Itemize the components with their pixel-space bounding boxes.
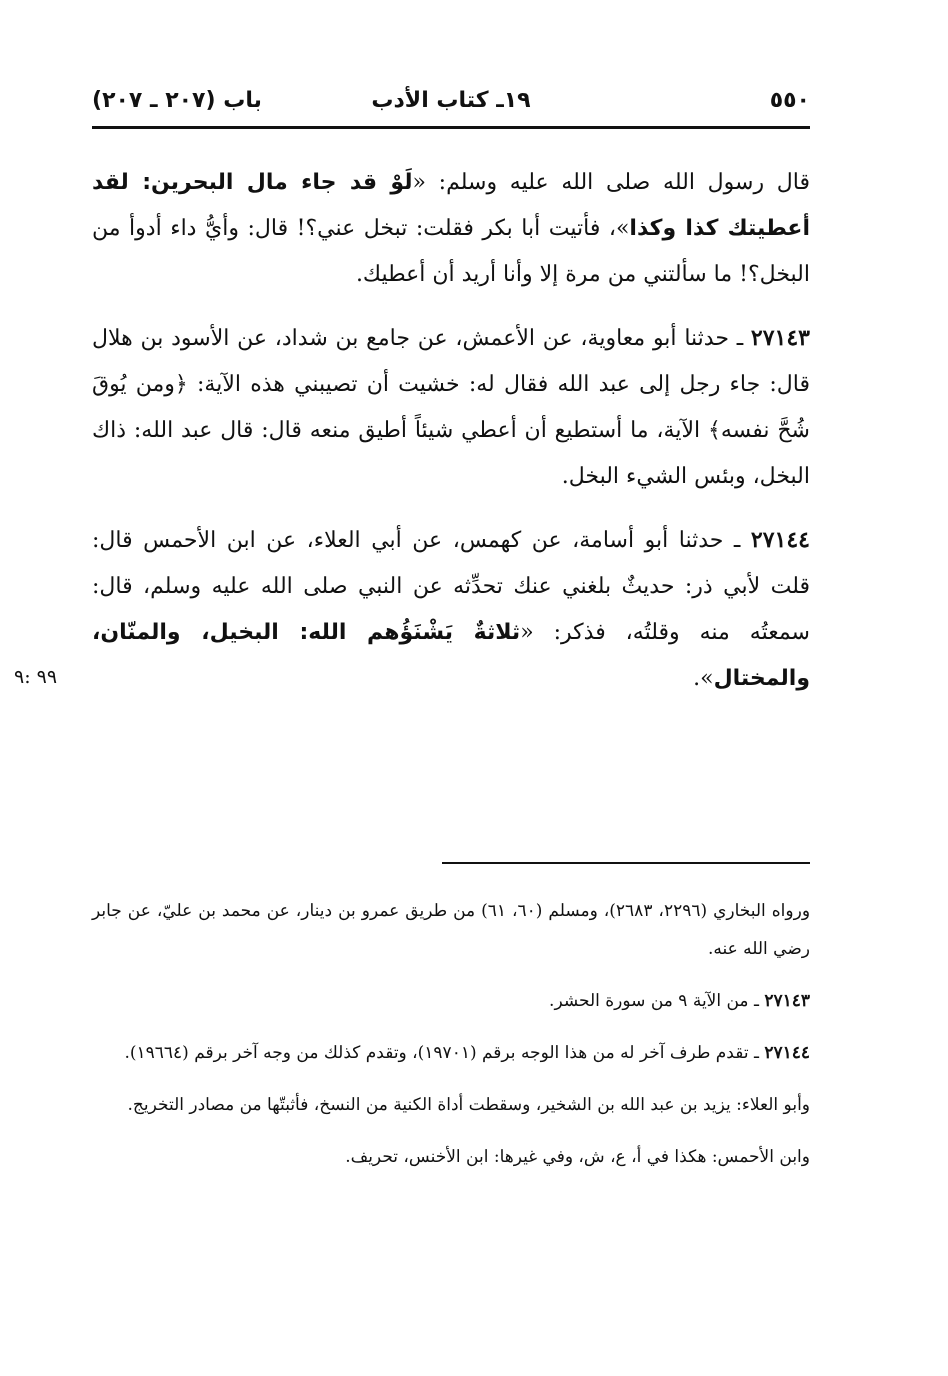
margin-reference: ٩٩ :٩ (14, 666, 58, 688)
paragraph-hadith-continuation (92, 160, 810, 298)
footnote (92, 1034, 810, 1072)
paragraph-rest: »، فأتيت أبا بكر فقلت: تبخل عني؟! قال: وأيُّ داء أدوأ من البخل؟! ما سألتني من مرة إلا وأنا أريد أن أعطيك. (92, 216, 810, 287)
paragraph-hadith-27144 (92, 517, 810, 702)
footnote-text: وأبو العلاء: يزيد بن عبد الله بن الشخير، وسقطت أداة الكنية من النسخ، فأثبتّها من مصادر التخريج. (127, 1095, 810, 1115)
footnote-text: ـ من الآية ٩ من سورة الحشر. (549, 991, 765, 1011)
hadith-number: ٢٧١٤٣ (750, 325, 810, 351)
hadith-text: ـ حدثنا أبو معاوية، عن الأعمش، عن جامع بن شداد، عن الأسود بن هلال قال: جاء رجل إلى عبد الله فقال له: خشيت أن تصيبني هذه الآية: ﴿ومن يُوقَ شُحَّ نفسه﴾ الآية، ما أستطيع أن أعطي شيئاً أطيق منعه قال: قال عبد الله: ذاك البخل، وبئس الشيء البخل. (92, 326, 810, 489)
paragraph-intro: قال رسول الله صلى الله عليه وسلم: « (412, 170, 811, 195)
prophetic-quote: لَوْ قد جاء مال البحرين: لقد أعطيتك كذا وكذا (92, 170, 811, 241)
footnote-text: ورواه البخاري (٢٢٩٦، ٢٦٨٣)، ومسلم (٦٠، ٦١) من طريق عمرو بن دينار، عن محمد بن عليّ، عن جابر رضي الله عنه. (92, 901, 811, 959)
book-title: ١٩ـ كتاب الأدب (371, 88, 531, 113)
page-header (92, 84, 810, 120)
quote-end: ». (693, 666, 714, 691)
header-rule (92, 126, 810, 129)
paragraph-hadith-27143 (92, 315, 810, 500)
footnote-number: ٢٧١٤٤ (764, 1043, 810, 1063)
chapter-range: باب (٢٠٧ ـ ٢٠٧) (92, 88, 262, 113)
page-number: ٥٥٠ (769, 88, 810, 113)
footnote (92, 892, 810, 968)
main-text (92, 160, 810, 702)
footnote-number: ٢٧١٤٣ (764, 991, 810, 1011)
hadith-text: ـ حدثنا أبو أسامة، عن كهمس، عن أبي العلاء، عن ابن الأحمس قال: قلت لأبي ذر: حديثٌ بلغني عنك تحدِّثه عن النبي صلى الله عليه وسلم، قال: سمعتُه منه وقلتُه، فذكر: « (92, 528, 810, 645)
footnotes (92, 892, 810, 1176)
hadith-number: ٢٧١٤٤ (750, 527, 810, 553)
footnote-text: وابن الأحمس: هكذا في أ، ع، ش، وفي غيرها: ابن الأخنس، تحريف. (345, 1147, 810, 1167)
footnote-text: ـ تقدم طرف آخر له من هذا الوجه برقم (١٩٧٠١)، وتقدم كذلك من وجه آخر برقم (١٩٦٦٤). (124, 1043, 765, 1063)
footnote (92, 1086, 810, 1124)
footnote (92, 1138, 810, 1176)
footnote (92, 982, 810, 1020)
prophetic-quote: ثلاثةٌ يَشْنَؤُهم الله: البخيل، والمنّان، والمختال (92, 620, 810, 691)
footnote-separator (442, 862, 810, 864)
